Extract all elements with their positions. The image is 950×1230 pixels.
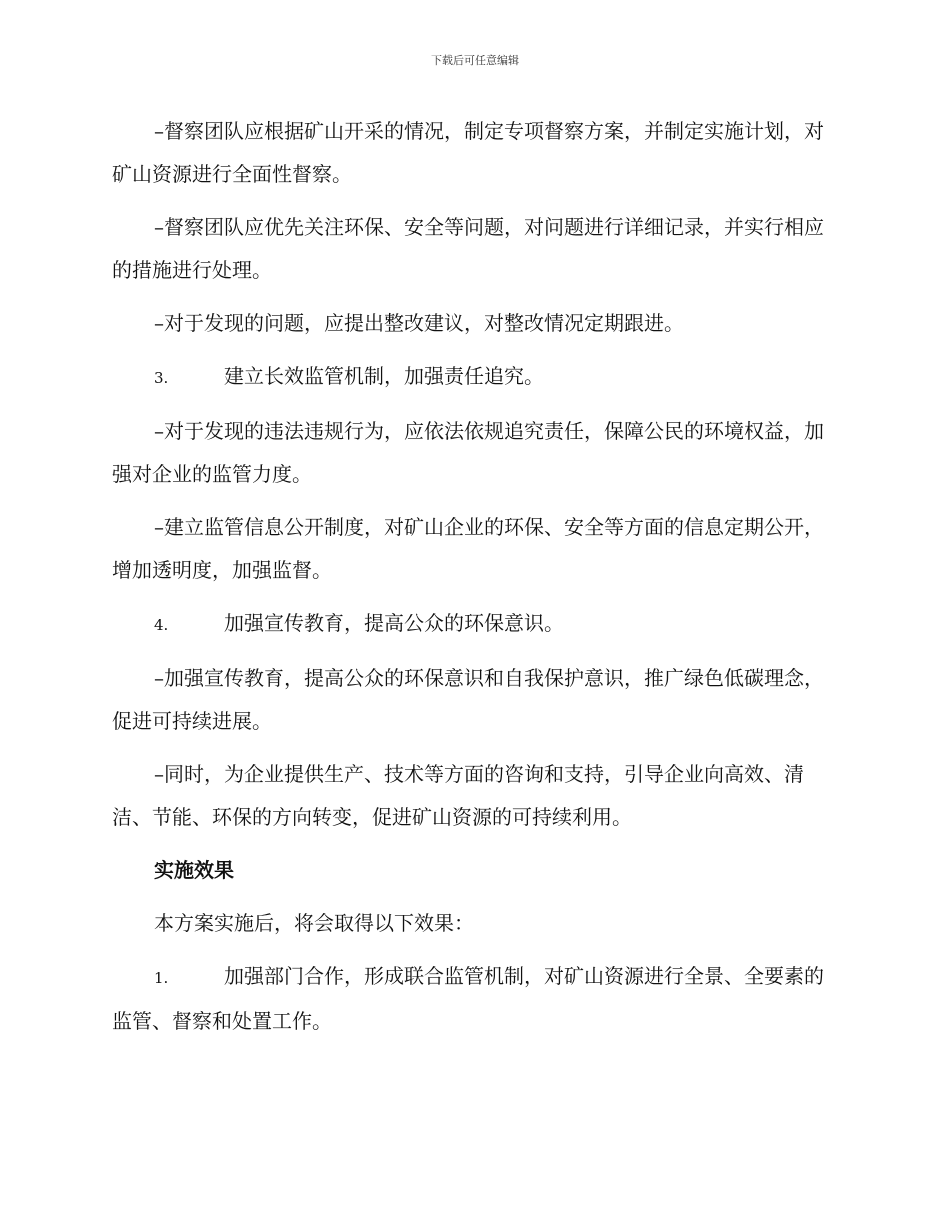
item-number: 4. (154, 616, 169, 634)
document-body (112, 110, 838, 1053)
paragraph: –加强宣传教育，提高公众的环保意识和自我保护意识，推广绿色低碳理念，促进可持续进展。 (112, 666, 824, 733)
section-heading: 实施效果 (154, 858, 234, 882)
item-number: 3. (154, 369, 169, 387)
paragraph: –对于发现的违法违规行为，应依法依规追究责任，保障公民的环境权益，加强对企业的监管力度。 (112, 419, 824, 486)
item-text: 建立长效监管机制，加强责任追究。 (224, 364, 544, 388)
paragraph: –督察团队应根据矿山开采的情况，制定专项督察方案，并制定实施计划，对矿山资源进行全面性督察。 (112, 119, 824, 186)
item-text: 加强部门合作，形成联合监管机制，对矿山资源进行全景、全要素的监管、督察和处置工作。 (112, 964, 824, 1033)
item-number: 1. (154, 969, 169, 987)
numbered-item-4 (112, 602, 838, 647)
page-header: 下载后可任意编辑 (431, 54, 519, 67)
numbered-item-3 (112, 355, 838, 400)
item-text: 加强宣传教育，提高公众的环保意识。 (224, 611, 564, 635)
paragraph: –督察团队应优先关注环保、安全等问题，对问题进行详细记录，并实行相应的措施进行处理。 (112, 215, 824, 282)
paragraph: –对于发现的问题，应提出整改建议，对整改情况定期跟进。 (154, 311, 684, 335)
paragraph: –同时，为企业提供生产、技术等方面的咨询和支持，引导企业向高效、清洁、节能、环保的方向转变，促进矿山资源的可持续利用。 (112, 762, 804, 829)
paragraph: 本方案实施后，将会取得以下效果： (154, 911, 474, 935)
numbered-item-1 (112, 955, 838, 1043)
paragraph: –建立监管信息公开制度，对矿山企业的环保、安全等方面的信息定期公开，增加透明度，加强监督。 (112, 515, 824, 582)
